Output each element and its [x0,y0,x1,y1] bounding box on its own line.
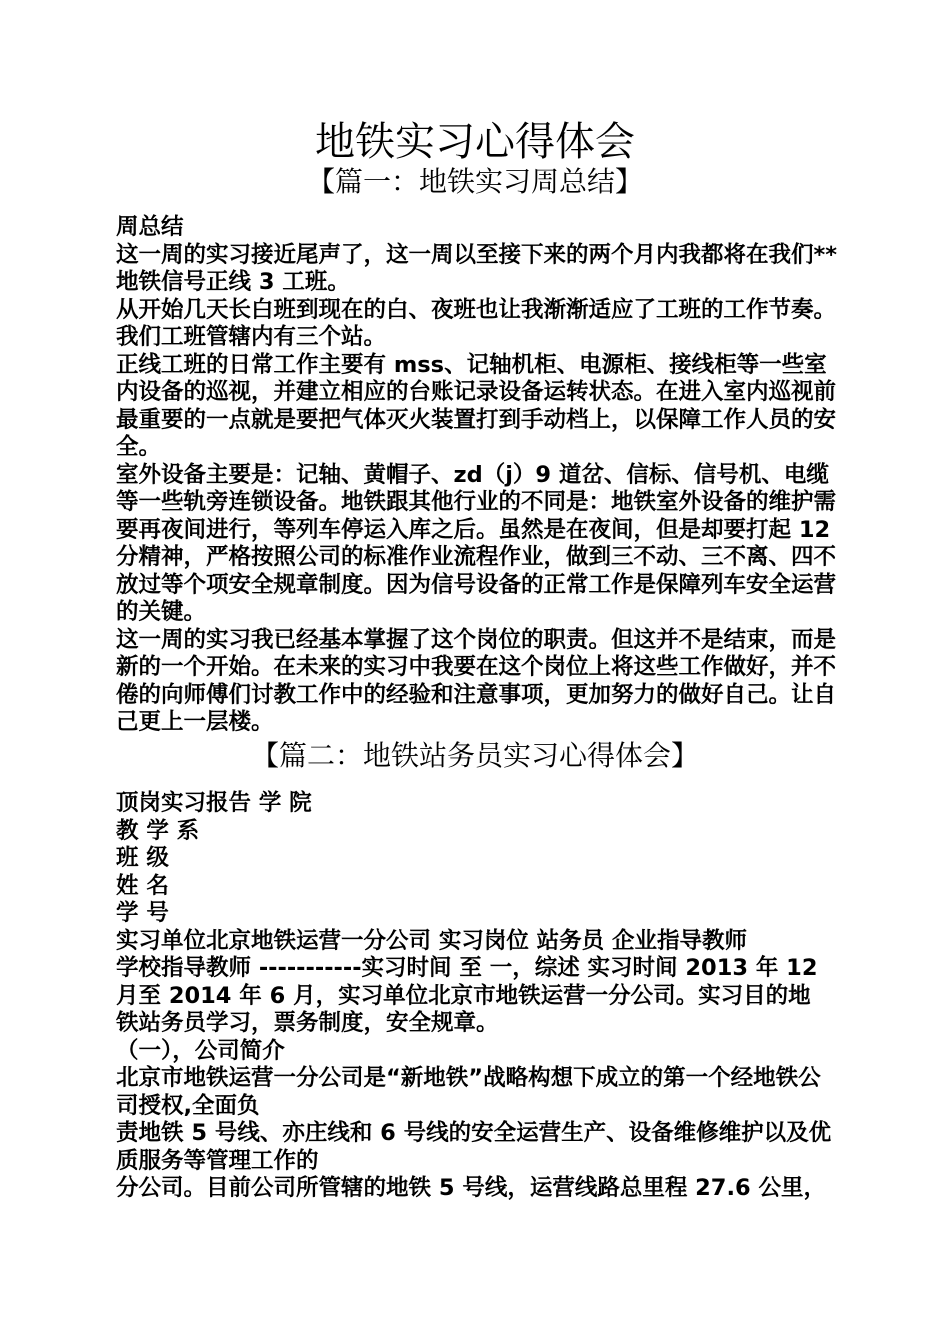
document-title: 地铁实习心得体会 [315,119,635,165]
paragraph: 室外设备主要是：记轴、黄帽子、zd（j）9 道岔、信标、信号机、电缆等一些轨旁连锁设备。地铁跟其他行业的不同是：地铁室外设备的维护需要再夜间进行，等列车停运入库之后。虽然是在夜间，但是却要打起 12 分精神，严格按照公司的标准作业流程作业，做到三不动、三不离、四不放过等个项安全规章制度。因为信号设备的正常工作是保障列车安全运营的关键。 [116,461,837,625]
paragraph: 学 号 [116,900,169,926]
paragraph: 正线工班的日常工作主要有 mss、记轴机柜、电源柜、接线柜等一些室内设备的巡视，并建立相应的台账记录设备运转状态。在进入室内巡视前最重要的一点就是要把气体灭火装置打到手动档上，以保障工作人员的安全。 [116,351,837,460]
section2-body [116,790,838,1203]
paragraph: 这一周的实习我已经基本掌握了这个岗位的职责。但这并不是结束，而是新的一个开始。在未来的实习中我要在这个岗位上将这些工作做好，并不倦的向师傅们讨教工作中的经验和注意事项，更加努力的做好自己。让自己更上一层楼。 [116,626,837,735]
paragraph: 学校指导教师 -----------实习时间 至 一，综述 实习时间 2013 年 12 月至 2014 年 6 月，实习单位北京市地铁运营一分公司。实习目的地 铁站务员学习，票务制度，安全规章。 [116,955,818,1036]
paragraph: 周总结 [116,214,184,240]
paragraph: 教 学 系 [116,817,200,844]
paragraph: （一），公司简介 [116,1037,285,1064]
paragraph: 分公司。目前公司所管辖的地铁 5 号线，运营线路总里程 27.6 公里， [116,1175,827,1201]
section2-heading: 【篇二：地铁站务员实习心得体会】 [250,739,699,772]
paragraph: 北京市地铁运营一分公司是“新地铁”战略构想下成立的第一个经地铁公司授权,全面负 [116,1065,821,1119]
section1-heading: 【篇一：地铁实习周总结】 [306,165,643,198]
paragraph: 顶岗实习报告 学 院 [116,790,312,816]
paragraph: 从开始几天长白班到现在的白、夜班也让我渐渐适应了工班的工作节奏。我们工班管辖内有三个站。 [116,296,837,350]
section1-body [116,214,838,737]
paragraph: 这一周的实习接近尾声了，这一周以至接下来的两个月内我都将在我们**地铁信号正线 3 工班。 [116,241,838,295]
paragraph: 实习单位北京地铁运营一分公司 实习岗位 站务员 企业指导教师 [116,927,748,954]
paragraph: 班 级 [116,845,169,871]
paragraph: 责地铁 5 号线、亦庄线和 6 号线的安全运营生产、设备维修维护以及优质服务等管理工作的 [116,1120,832,1174]
paragraph: 姓 名 [116,872,169,899]
